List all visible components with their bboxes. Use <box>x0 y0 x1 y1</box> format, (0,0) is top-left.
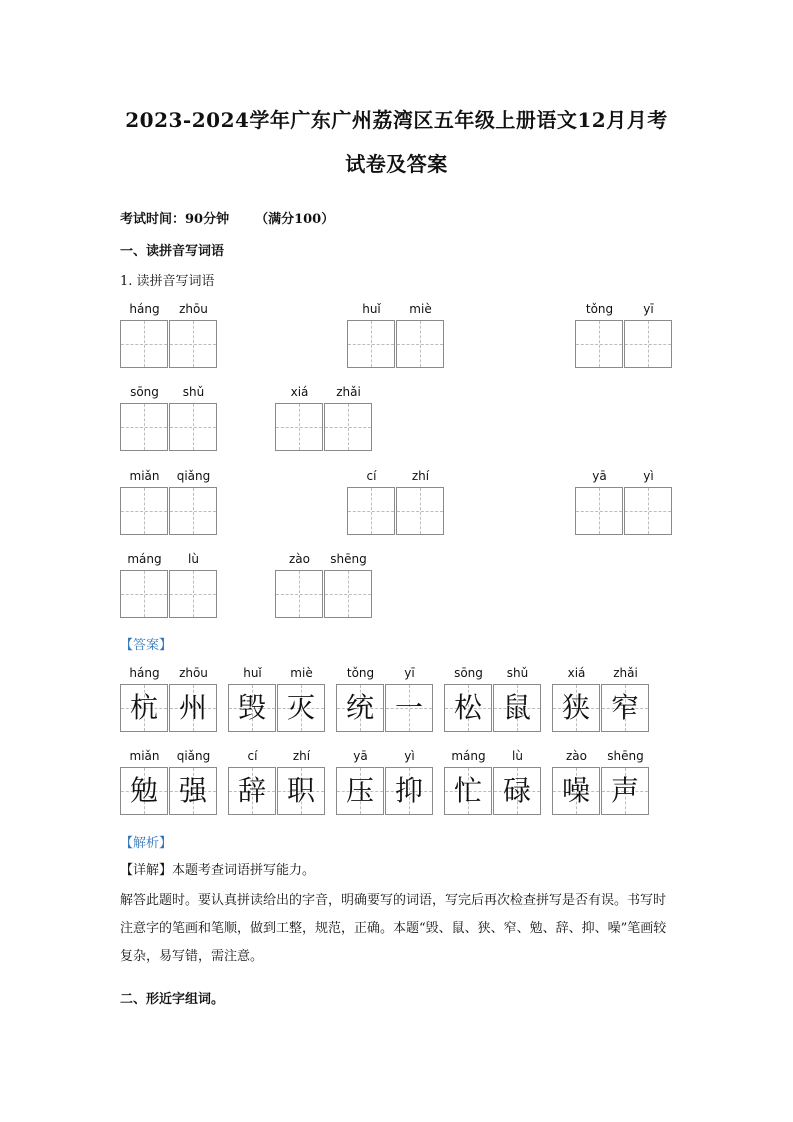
pinyin-label: miǎn <box>129 749 160 763</box>
exam-time: 考试时间：90分钟 <box>120 212 230 227</box>
blank-word-7 <box>347 469 445 535</box>
answer-char-box <box>552 767 600 815</box>
section-heading-1: 一、读拼音写词语 <box>120 244 225 259</box>
answer-character: 噪 <box>561 774 590 807</box>
writing-box[interactable] <box>347 487 395 535</box>
answer-character: 灭 <box>286 691 315 724</box>
writing-box[interactable] <box>275 570 323 618</box>
answer-char-box <box>493 684 541 732</box>
pinyin-label: zhǎi <box>336 385 361 399</box>
pinyin-label: zhí <box>411 469 430 483</box>
answer-char-box <box>601 684 649 732</box>
pinyin-label: háng <box>129 302 160 316</box>
answer-word-9 <box>444 749 542 815</box>
pinyin-label: tǒng <box>585 302 614 316</box>
answer-character: 职 <box>286 774 315 807</box>
answer-char-box <box>444 767 492 815</box>
pinyin-label: yā <box>592 469 607 483</box>
answer-character: 强 <box>178 774 207 807</box>
answer-word-6 <box>120 749 218 815</box>
blank-word-5 <box>275 385 373 451</box>
writing-box[interactable] <box>624 320 672 368</box>
pinyin-label: yì <box>643 469 654 483</box>
answer-char-box <box>120 767 168 815</box>
answer-char-box <box>120 684 168 732</box>
pinyin-label: zhōu <box>179 666 208 680</box>
pinyin-label: shǔ <box>506 666 529 680</box>
pinyin-label: yī <box>643 302 654 316</box>
pinyin-label: yì <box>404 749 415 763</box>
answer-word-10 <box>552 749 650 815</box>
writing-box[interactable] <box>169 487 217 535</box>
blank-word-3 <box>575 302 673 368</box>
detail-text: 【详解】本题考查词语拼写能力。 <box>120 863 316 878</box>
answer-character: 辞 <box>237 774 266 807</box>
pinyin-label: yī <box>404 666 415 680</box>
answer-char-box <box>493 767 541 815</box>
writing-box[interactable] <box>396 320 444 368</box>
blank-word-1 <box>120 302 218 368</box>
pinyin-label: cí <box>366 469 377 483</box>
writing-box[interactable] <box>120 320 168 368</box>
pinyin-label: zào <box>566 749 587 763</box>
document-title-line1: 2023-2024学年广东广州荔湾区五年级上册语文12月月考 <box>125 108 668 132</box>
answer-char-box <box>336 767 384 815</box>
writing-box[interactable] <box>169 570 217 618</box>
pinyin-label: qiǎng <box>176 749 211 763</box>
pinyin-label: sōng <box>130 385 159 399</box>
answer-character: 忙 <box>453 774 482 807</box>
pinyin-label: shǔ <box>182 385 205 399</box>
pinyin-label: lù <box>512 749 523 763</box>
answer-char-box <box>169 684 217 732</box>
pinyin-label: shēng <box>607 749 644 763</box>
document-title-line2: 试卷及答案 <box>345 152 448 176</box>
pinyin-label: máng <box>451 749 486 763</box>
answer-character: 声 <box>610 774 639 807</box>
answer-character: 鼠 <box>502 691 531 724</box>
answer-word-8 <box>336 749 434 815</box>
answer-char-box <box>169 767 217 815</box>
answer-character: 压 <box>345 774 374 807</box>
exam-info <box>120 208 334 227</box>
analysis-label: 【解析】 <box>120 836 173 851</box>
answer-character: 窄 <box>610 691 639 724</box>
answer-char-box <box>601 767 649 815</box>
answer-char-box <box>552 684 600 732</box>
answer-label: 【答案】 <box>120 638 173 653</box>
pinyin-label: xiá <box>567 666 586 680</box>
blank-word-9 <box>120 552 218 618</box>
blank-word-2 <box>347 302 445 368</box>
section-heading-2: 二、形近字组词。 <box>120 992 225 1007</box>
blank-word-8 <box>575 469 673 535</box>
answer-character: 统 <box>345 691 374 724</box>
writing-box[interactable] <box>324 403 372 451</box>
answer-char-box <box>444 684 492 732</box>
writing-box[interactable] <box>275 403 323 451</box>
pinyin-label: huǐ <box>243 666 262 680</box>
pinyin-label: yā <box>353 749 368 763</box>
pinyin-label: miǎn <box>129 469 160 483</box>
answer-character: 毁 <box>237 691 266 724</box>
answer-character: 一 <box>394 691 423 724</box>
answer-word-3 <box>336 666 434 732</box>
pinyin-label: háng <box>129 666 160 680</box>
writing-box[interactable] <box>575 320 623 368</box>
pinyin-label: lù <box>188 552 199 566</box>
answer-char-box <box>228 767 276 815</box>
answer-word-7 <box>228 749 326 815</box>
blank-word-10 <box>275 552 373 618</box>
writing-box[interactable] <box>347 320 395 368</box>
answer-character: 杭 <box>129 691 158 724</box>
writing-box[interactable] <box>169 403 217 451</box>
pinyin-label: tǒng <box>346 666 375 680</box>
answer-char-box <box>277 684 325 732</box>
pinyin-label: xiá <box>290 385 309 399</box>
answer-character: 勉 <box>129 774 158 807</box>
writing-box[interactable] <box>396 487 444 535</box>
answer-word-1 <box>120 666 218 732</box>
pinyin-label: sōng <box>454 666 483 680</box>
pinyin-label: huǐ <box>362 302 381 316</box>
writing-box[interactable] <box>575 487 623 535</box>
answer-word-4 <box>444 666 542 732</box>
answer-character: 松 <box>453 691 482 724</box>
pinyin-label: qiǎng <box>176 469 211 483</box>
pinyin-label: máng <box>127 552 162 566</box>
answer-character: 碌 <box>502 774 531 807</box>
answer-char-box <box>336 684 384 732</box>
exam-full-score: （满分100） <box>255 212 335 227</box>
pinyin-label: shēng <box>330 552 367 566</box>
explanation-text: 解答此题时。要认真拼读给出的字音，明确要写的词语，写完后再次检查拼写是否有误。书写时注意字的笔画和笔顺，做到工整，规范，正确。本题“毁、鼠、狭、窄、勉、辞、抑、噪”笔画较复杂，易写错，需注意。 <box>120 893 667 964</box>
answer-word-5 <box>552 666 650 732</box>
pinyin-label: zào <box>289 552 310 566</box>
pinyin-label: zhǎi <box>613 666 638 680</box>
pinyin-label: cí <box>247 749 258 763</box>
answer-char-box <box>385 767 433 815</box>
answer-character: 狭 <box>561 691 590 724</box>
pinyin-label: miè <box>290 666 313 680</box>
writing-box[interactable] <box>169 320 217 368</box>
answer-character: 州 <box>178 691 207 724</box>
question-1: 1. 读拼音写词语 <box>120 274 215 289</box>
blank-word-4 <box>120 385 218 451</box>
writing-box[interactable] <box>324 570 372 618</box>
writing-box[interactable] <box>120 403 168 451</box>
writing-box[interactable] <box>120 570 168 618</box>
answer-character: 抑 <box>394 774 423 807</box>
pinyin-label: miè <box>409 302 432 316</box>
pinyin-label: zhōu <box>179 302 208 316</box>
answer-char-box <box>385 684 433 732</box>
answer-word-2 <box>228 666 326 732</box>
writing-box[interactable] <box>120 487 168 535</box>
pinyin-label: zhí <box>292 749 311 763</box>
blank-word-6 <box>120 469 218 535</box>
answer-char-box <box>228 684 276 732</box>
answer-char-box <box>277 767 325 815</box>
writing-box[interactable] <box>624 487 672 535</box>
